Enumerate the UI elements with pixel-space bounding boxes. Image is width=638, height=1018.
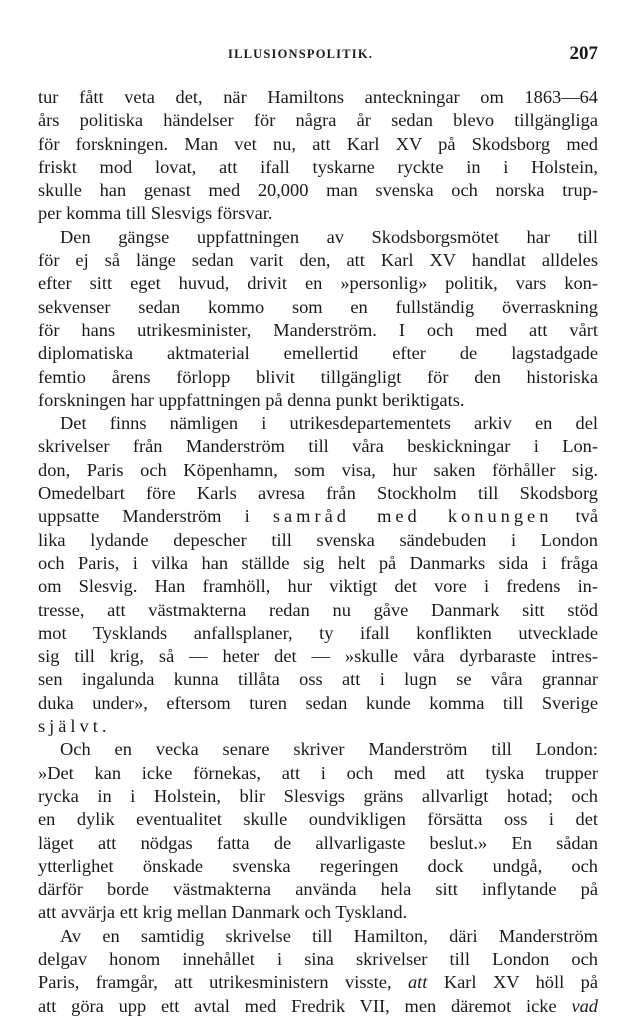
text-line: per komma till Slesvigs försvar. bbox=[38, 203, 273, 224]
text-line: diplomatiska aktmaterial emellertid efter de lagstadgade bbox=[38, 343, 598, 364]
text-line: Och en vecka senare skriver Manderström till London: bbox=[60, 739, 598, 760]
text-segment: att göra upp ett avtal med Fredrik VII, men däremot icke bbox=[38, 995, 572, 1016]
spaced-emphasis: samråd med konungen bbox=[272, 506, 553, 527]
italic-emphasis: vad bbox=[571, 995, 598, 1016]
text-segment: två bbox=[552, 506, 598, 527]
text-line: »Det kan icke förnekas, att i och med att tyska trupper bbox=[38, 762, 598, 783]
text-line: sekvenser sedan kommo som en fullständig överraskning bbox=[38, 296, 598, 317]
text-line: Den gängse uppfattningen av Skodsborgsmötet har till bbox=[60, 226, 598, 247]
text-line: läget att nödgas fatta de allvarligaste beslut.» En sådan bbox=[38, 832, 598, 853]
text-line: don, Paris och Köpenhamn, som visa, hur saken förhåller sig. bbox=[38, 459, 598, 480]
text-line: en dylik eventualitet skulle oundvikligen försätta oss i det bbox=[38, 809, 598, 830]
text-line: därför borde västmakterna använda hela sitt inflytande på bbox=[38, 879, 598, 900]
italic-emphasis: att bbox=[407, 972, 428, 993]
text-segment: uppsatte Manderström i bbox=[38, 506, 273, 527]
text-line-italic bbox=[38, 995, 598, 1018]
text-line: att avvärja ett krig mellan Danmark och Tyskland. bbox=[38, 902, 408, 923]
text-segment: Paris, framgår, att utrikesministern visste, bbox=[38, 972, 408, 993]
text-line: Av en samtidig skrivelse till Hamilton, däri Manderström bbox=[60, 925, 598, 946]
page-number: 207 bbox=[569, 43, 598, 64]
text-segment: . bbox=[101, 716, 107, 737]
text-line: för forskningen. Man vet nu, att Karl XV på Skodsborg med bbox=[38, 133, 598, 154]
text-line-spaced bbox=[38, 505, 598, 528]
text-line: friskt mod lovat, att ifall tyskarne ryckte in i Holstein, bbox=[38, 156, 598, 177]
text-line: om Slesvig. Han framhöll, hur viktigt det vore i fredens in- bbox=[38, 576, 598, 597]
text-line: rycka in i Holstein, blir Slesvigs gräns allvarligt hotad; och bbox=[38, 785, 598, 806]
text-line: tresse, att västmakterna redan nu gåve Danmark sitt stöd bbox=[38, 599, 598, 620]
text-line: forskningen har uppfattningen på denna punkt beriktigats. bbox=[38, 389, 465, 410]
text-line: sen ingalunda kunna tillåta oss att i lugn se våra grannar bbox=[38, 669, 598, 690]
text-line-spaced bbox=[38, 715, 598, 738]
text-line: tur fått veta det, när Hamiltons anteckningar om 1863—64 bbox=[38, 87, 598, 107]
text-line: sig till krig, så — heter det — »skulle våra dyrbaraste intres- bbox=[38, 646, 598, 667]
text-line: Omedelbart före Karls avresa från Stockholm till Skodsborg bbox=[38, 483, 598, 504]
text-line: Det finns nämligen i utrikesdepartementets arkiv en del bbox=[60, 413, 598, 434]
text-segment: Karl XV höll på bbox=[427, 972, 598, 993]
running-head bbox=[38, 43, 598, 67]
text-line: mot Tysklands anfallsplaner, ty ifall konflikten utvecklade bbox=[38, 622, 598, 643]
text-line: duka under», eftersom turen sedan kunde komma till Sverige bbox=[38, 692, 598, 713]
text-line: för hans utrikesminister, Manderström. I och med att vårt bbox=[38, 319, 598, 340]
text-line: femtio årens förlopp blivit tillgängligt för den historiska bbox=[38, 366, 598, 387]
text-line-italic bbox=[38, 971, 598, 994]
text-line: för ej så länge sedan varit den, att Karl XV handlat alldeles bbox=[38, 250, 598, 271]
running-title: ILLUSIONSPOLITIK. bbox=[228, 47, 374, 61]
text-line: efter sitt eget huvud, drivit en »personlig» politik, vars kon- bbox=[38, 273, 598, 294]
text-line: skrivelser från Manderström till våra beskickningar i Lon- bbox=[38, 436, 598, 457]
body-text bbox=[38, 86, 598, 1018]
text-line: delgav honom innehållet i sina skrivelser till London och bbox=[38, 948, 598, 969]
text-line: ytterlighet önskade svenska regeringen dock undgå, och bbox=[38, 855, 598, 876]
text-line: och Paris, i vilka han ställde sig helt på Danmarks sida i fråga bbox=[38, 552, 598, 573]
text-line: lika lydande depescher till svenska sändebuden i London bbox=[38, 529, 598, 550]
book-page bbox=[38, 0, 598, 1016]
text-line: års politiska händelser för några år sedan blevo tillgängliga bbox=[38, 110, 598, 131]
spaced-emphasis: självt bbox=[38, 716, 102, 737]
text-line: skulle han genast med 20,000 man svenska och norska trup- bbox=[38, 180, 598, 201]
